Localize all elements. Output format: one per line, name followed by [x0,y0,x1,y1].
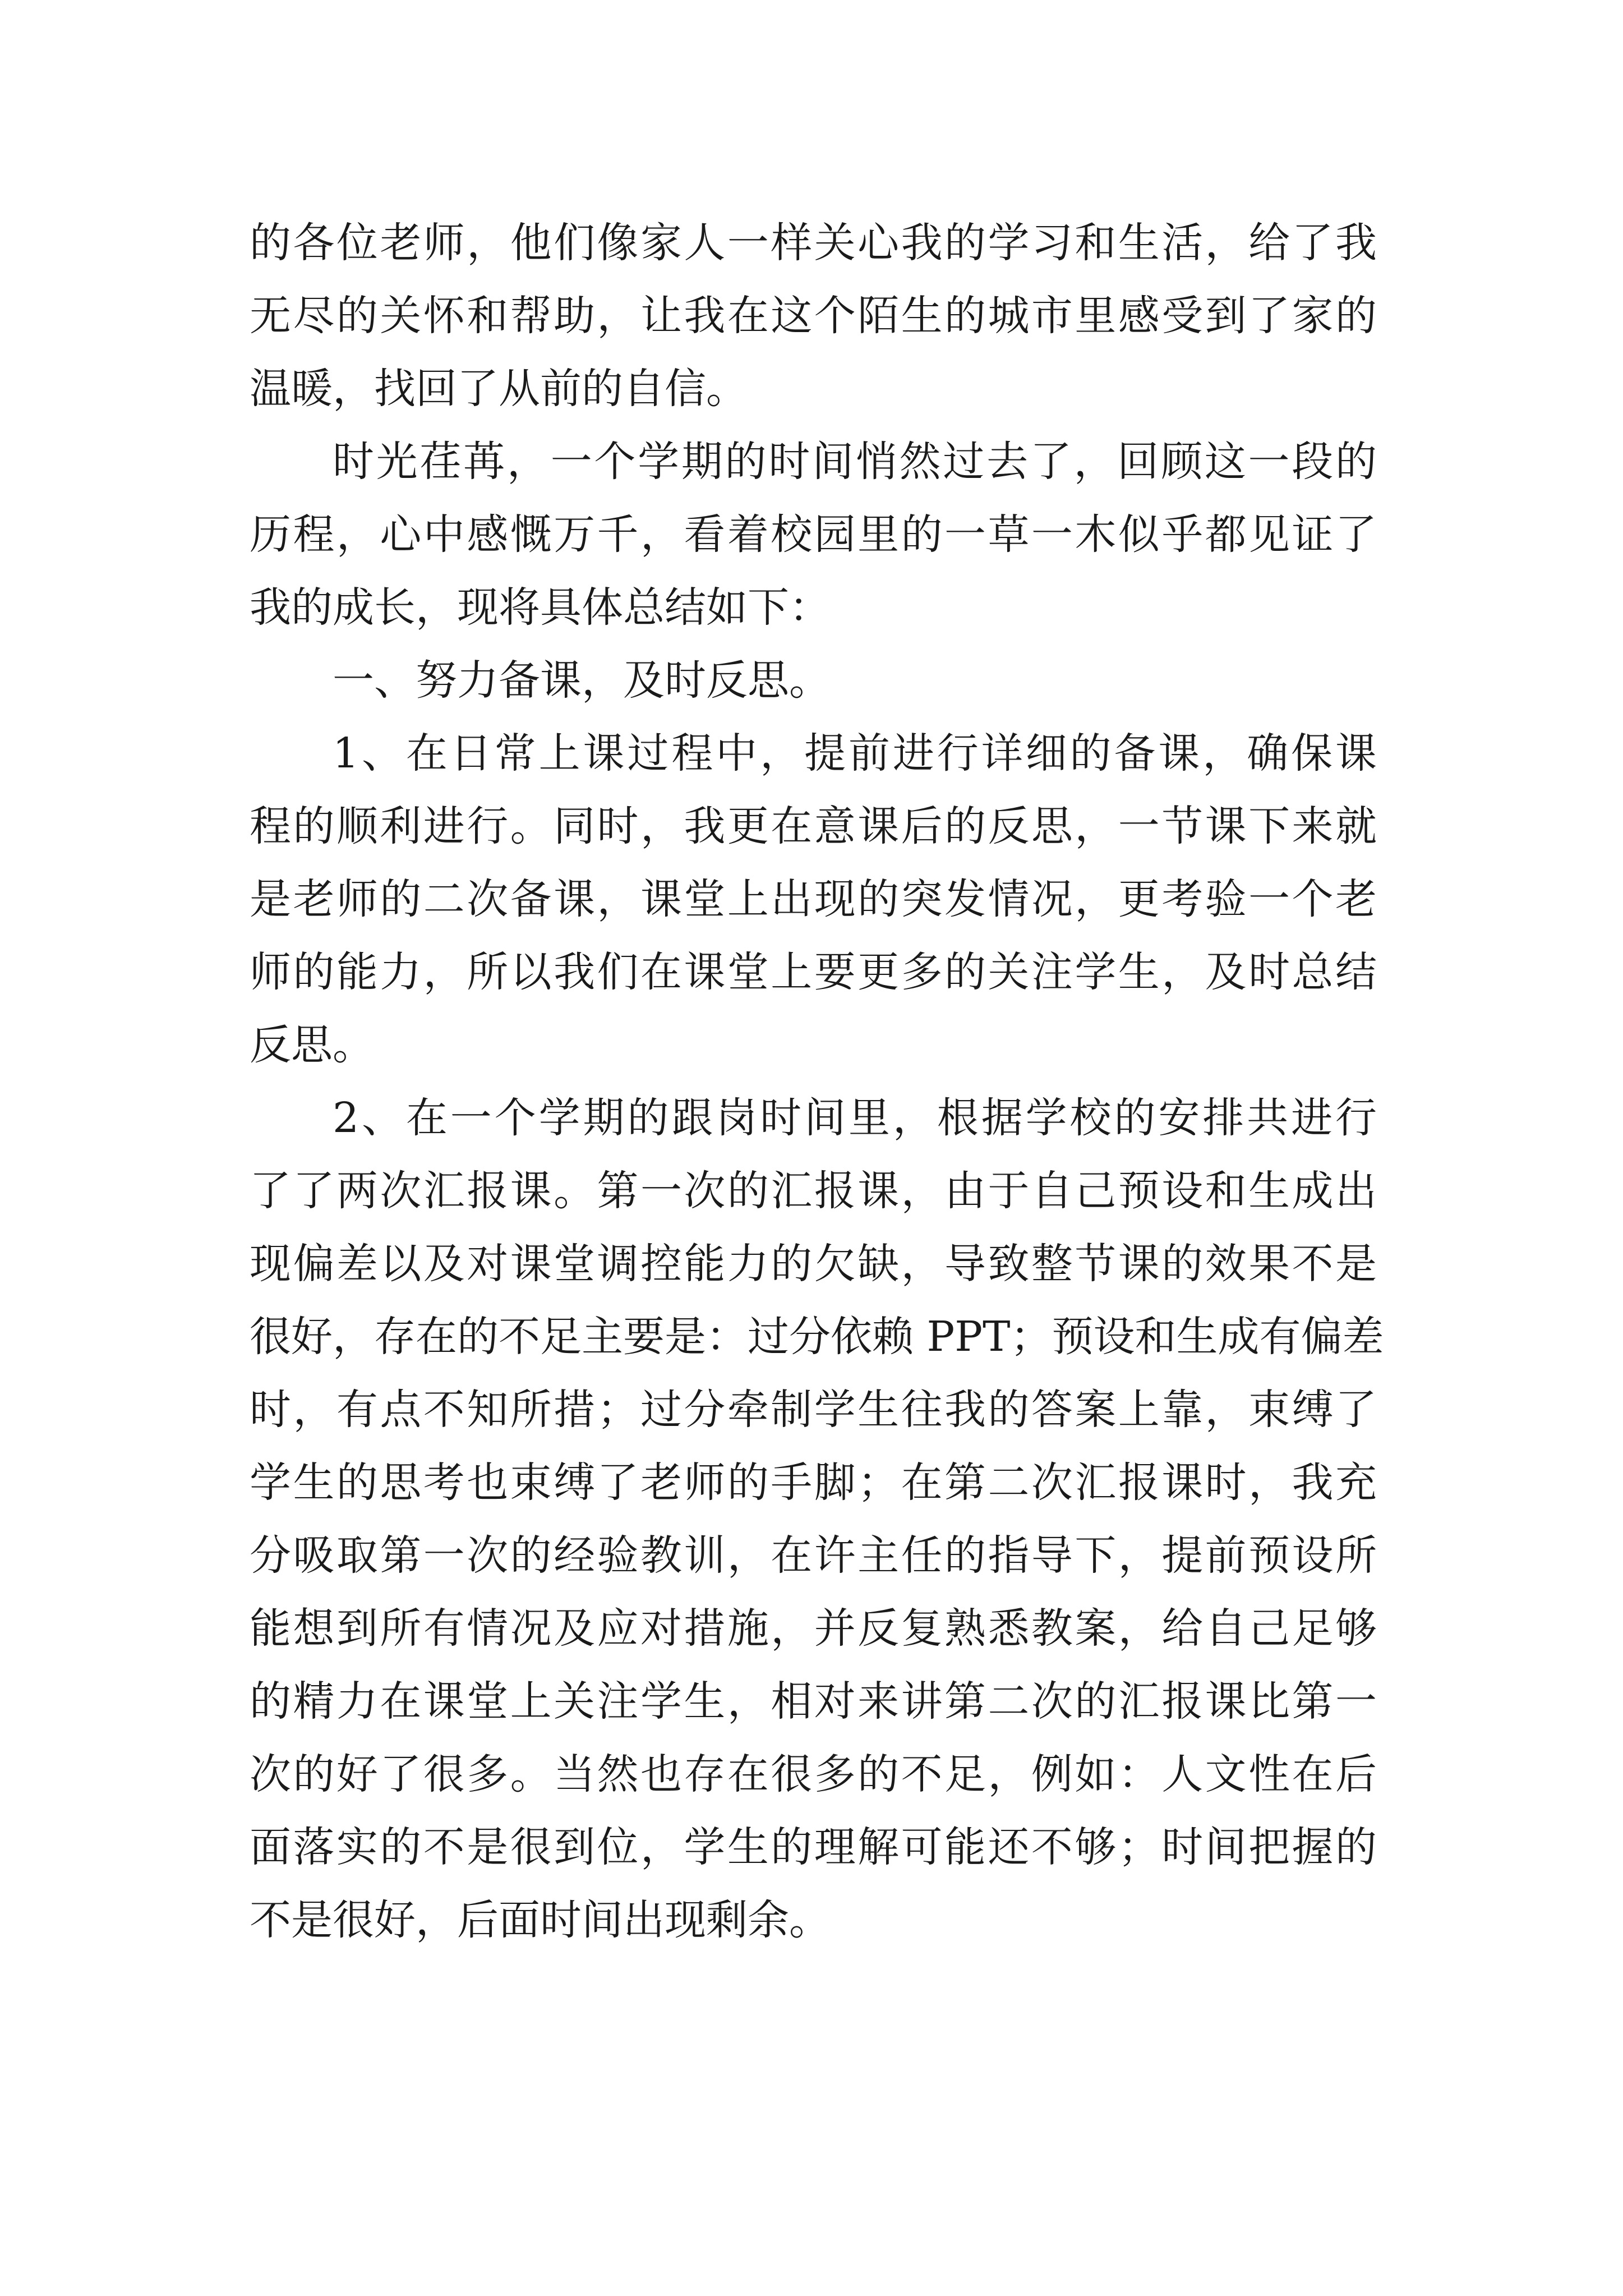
text-line: 的精力在课堂上关注学生，相对来讲第二次的汇报课比第一 [250,1677,1377,1726]
paragraph [250,717,1377,1082]
text-line: 时光荏苒，一个学期的时间悄然过去了，回顾这一段的 [333,438,1377,486]
text-line: 程的顺利进行。同时，我更在意课后的反思，一节课下来就 [250,802,1377,850]
text-line: 1、在日常上课过程中，提前进行详细的备课，确保课 [333,729,1377,777]
text-line: 了了两次汇报课。第一次的汇报课，由于自己预设和生成出 [250,1167,1377,1215]
text-line: 面落实的不是很到位，学生的理解可能还不够；时间把握的 [250,1823,1377,1871]
text-line: 学生的思考也束缚了老师的手脚；在第二次汇报课时，我充 [250,1458,1377,1507]
text-line: 次的好了很多。当然也存在很多的不足，例如：人文性在后 [250,1750,1377,1798]
paragraph [250,1082,1384,1957]
text-line: 很好，存在的不足主要是：过分依赖 PPT；预设和生成有偏差 [250,1313,1384,1361]
text-line: 2、在一个学期的跟岗时间里，根据学校的安排共进行 [333,1094,1377,1142]
section-heading [250,644,1377,717]
text-line: 是老师的二次备课，课堂上出现的突发情况，更考验一个老 [250,875,1377,923]
text-line: 现偏差以及对课堂调控能力的欠缺，导致整节课的效果不是 [250,1240,1377,1288]
text-line: 一、努力备课，及时反思。 [333,656,831,705]
text-line: 反思。 [250,1021,374,1069]
text-line: 时，有点不知所措；过分牵制学生往我的答案上靠，束缚了 [250,1386,1377,1434]
text-line: 不是很好，后面时间出现剩余。 [250,1896,831,1944]
text-line: 师的能力，所以我们在课堂上要更多的关注学生，及时总结 [250,948,1377,996]
text-line: 的各位老师，他们像家人一样关心我的学习和生活，给了我 [250,219,1377,267]
text-line: 历程，心中感慨万千，看着校园里的一草一木似乎都见证了 [250,510,1377,559]
paragraph [250,206,1377,425]
text-line: 温暖，找回了从前的自信。 [250,365,748,413]
paragraph [250,425,1377,644]
text-line: 能想到所有情况及应对措施，并反复熟悉教案，给自己足够 [250,1604,1377,1653]
text-line: 无尽的关怀和帮助，让我在这个陌生的城市里感受到了家的 [250,292,1377,340]
document-body [250,206,1384,1957]
text-line: 分吸取第一次的经验教训，在许主任的指导下，提前预设所 [250,1531,1377,1580]
text-line: 我的成长，现将具体总结如下： [250,583,831,632]
